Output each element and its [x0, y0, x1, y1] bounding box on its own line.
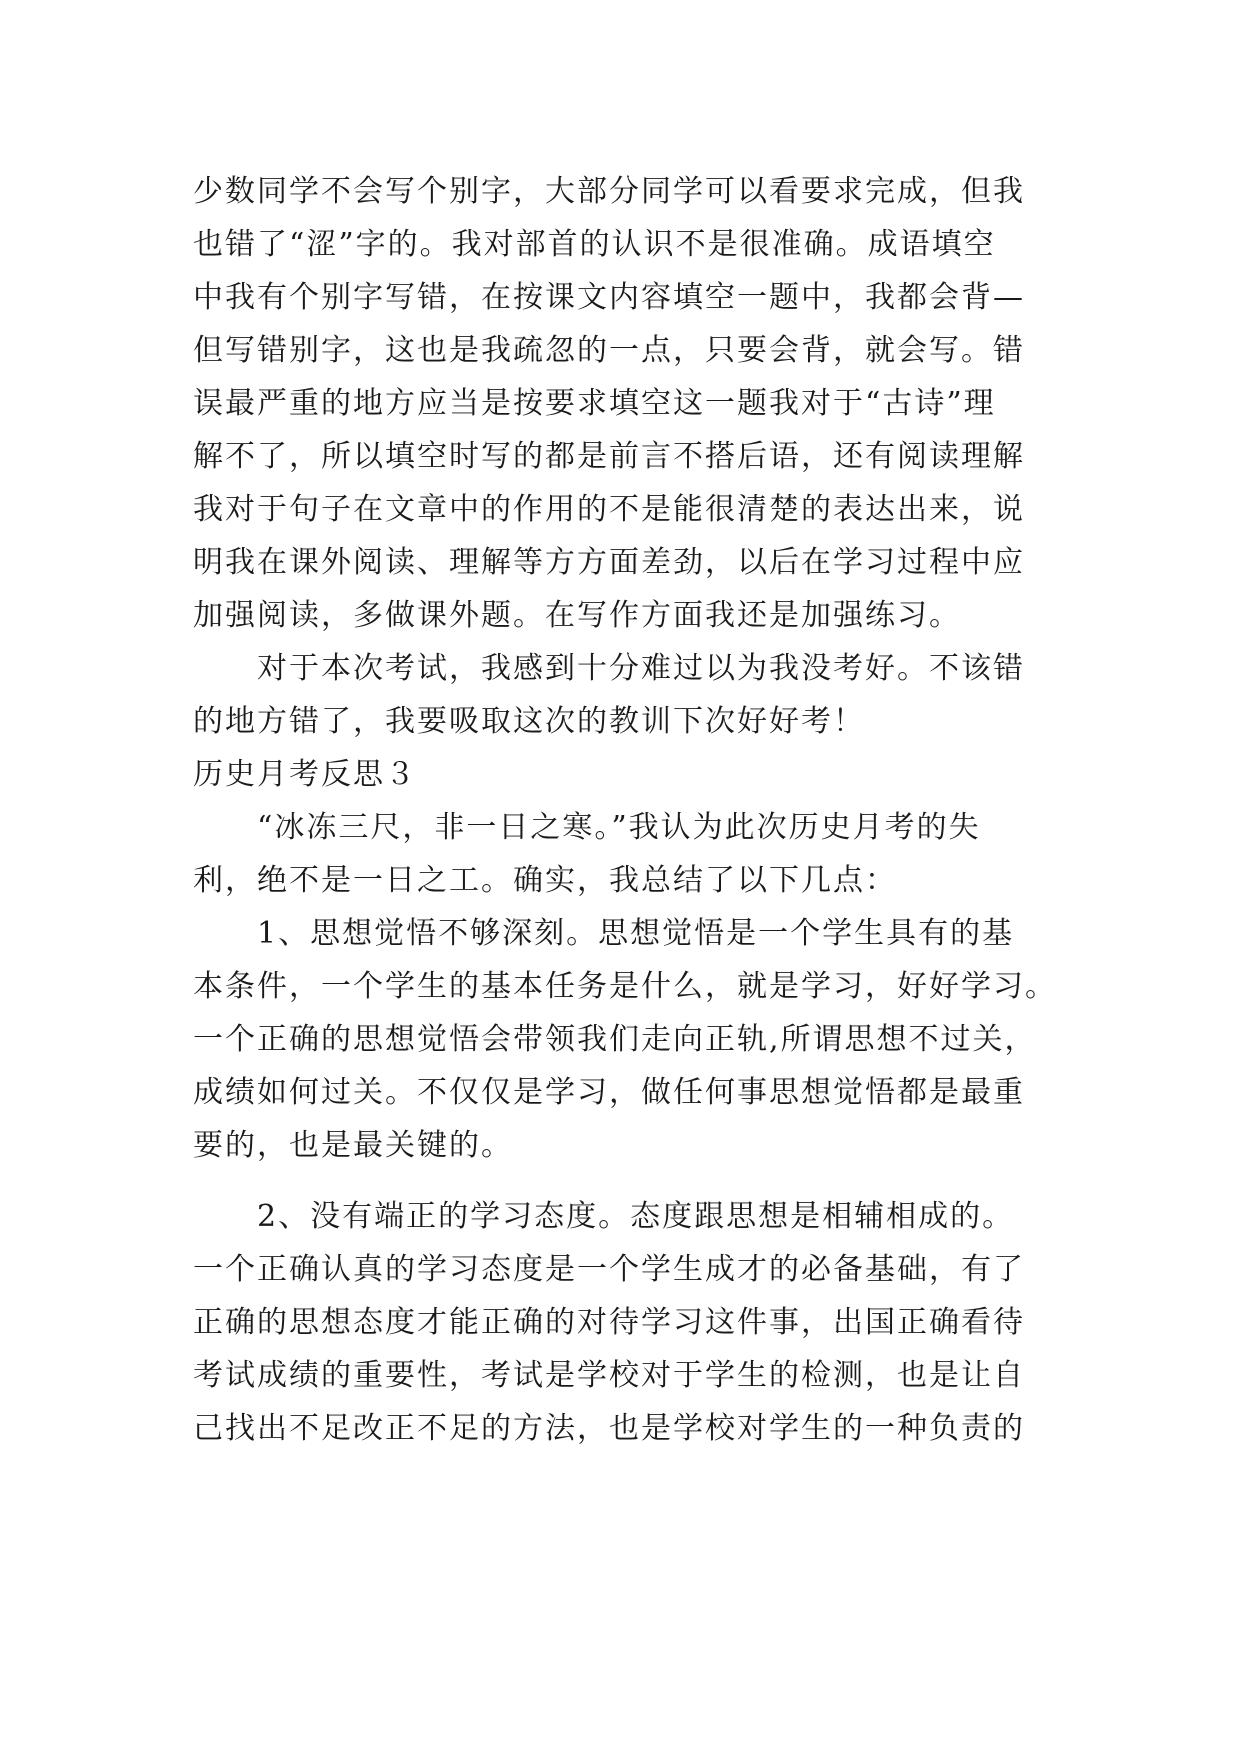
text-line: 己找出不足改正不足的方法，也是学校对学生的一种负责的 [193, 1411, 1025, 1446]
text-line: 对于本次考试，我感到十分难过以为我没考好。不该错 [193, 651, 1025, 686]
text-line: 成绩如何过关。不仅仅是学习，做任何事思想觉悟都是最重 [193, 1075, 1025, 1110]
text-line: 一个正确的思想觉悟会带领我们走向正轨,所谓思想不过关， [193, 1022, 1037, 1057]
text-line: 也错了“涩”字的。我对部首的认识不是很准确。成语填空 [193, 227, 996, 262]
text-line: 但写错别字，这也是我疏忽的一点，只要会背，就会写。错 [193, 333, 1025, 368]
text-line: 少数同学不会写个别字，大部分同学可以看要求完成，但我 [193, 174, 1025, 209]
text-line: 利，绝不是一日之工。确实，我总结了以下几点： [193, 863, 897, 898]
text-line: 的地方错了，我要吸取这次的教训下次好好考！ [193, 704, 865, 739]
document-body [193, 165, 1057, 1455]
text-line: 中我有个别字写错，在按课文内容填空一题中，我都会背— [193, 280, 1025, 315]
text-line: 解不了，所以填空时写的都是前言不搭后语，还有阅读理解 [193, 439, 1025, 474]
text-line: 要的，也是最关键的。 [193, 1128, 513, 1163]
text-line: 2、没有端正的学习态度。态度跟思想是相辅相成的。 [193, 1199, 1015, 1234]
section-heading: 历史月考反思３ [193, 757, 417, 792]
text-line: 1、思想觉悟不够深刻。思想觉悟是一个学生具有的基 [193, 916, 1015, 951]
text-line: “冰冻三尺，非一日之寒。”我认为此次历史月考的失 [193, 810, 981, 845]
text-line: 误最严重的地方应当是按要求填空这一题我对于“古诗”理 [193, 386, 996, 421]
text-line: 正确的思想态度才能正确的对待学习这件事，出国正确看待 [193, 1305, 1025, 1340]
text-line: 考试成绩的重要性，考试是学校对于学生的检测，也是让自 [193, 1358, 1025, 1393]
text-line: 我对于句子在文章中的作用的不是能很清楚的表达出来，说 [193, 492, 1025, 527]
text-line: 本条件，一个学生的基本任务是什么，就是学习，好好学习。 [193, 969, 1057, 1004]
text-line: 加强阅读，多做课外题。在写作方面我还是加强练习。 [193, 598, 961, 633]
text-line: 明我在课外阅读、理解等方方面差劲，以后在学习过程中应 [193, 545, 1025, 580]
text-line: 一个正确认真的学习态度是一个学生成才的必备基础，有了 [193, 1252, 1025, 1287]
